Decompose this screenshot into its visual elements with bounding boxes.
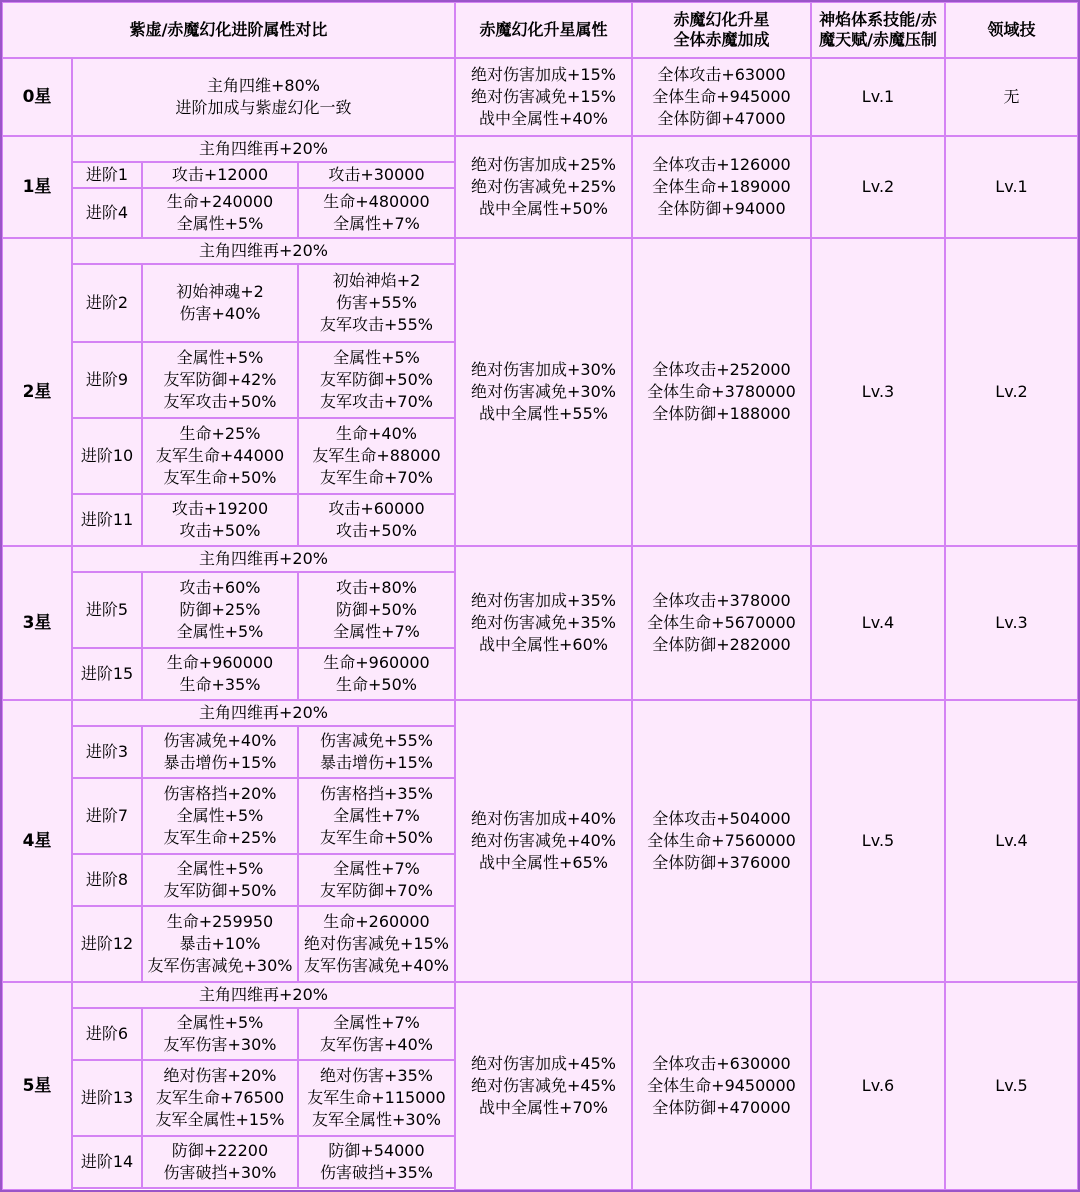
header-skill bbox=[810, 1, 946, 59]
cell-line: 伤害破挡+30% bbox=[163, 1163, 277, 1182]
cell-line: 全体生命+945000 bbox=[652, 87, 791, 106]
cell-line: 暴击增伤+15% bbox=[320, 753, 433, 772]
cell-line: Lv.5 bbox=[995, 1076, 1028, 1095]
cell-line: 进阶11 bbox=[80, 510, 134, 529]
cell-line: 全属性+5% bbox=[176, 806, 264, 825]
skill-level bbox=[810, 237, 946, 547]
cell-line: 无 bbox=[1003, 87, 1020, 106]
advance-chimo-bonus bbox=[297, 263, 456, 343]
cell-line: 全体攻击+126000 bbox=[652, 155, 791, 174]
cell-line: 全体防御+94000 bbox=[657, 199, 786, 218]
cell-line: 生命+960000 bbox=[166, 653, 274, 672]
advance-name bbox=[71, 853, 143, 907]
team-bonus bbox=[631, 545, 812, 701]
advance-zixu-bonus bbox=[141, 905, 299, 983]
skill-level bbox=[810, 135, 946, 239]
cell-line: 伤害格挡+20% bbox=[163, 784, 277, 803]
advance-chimo-bonus bbox=[297, 161, 456, 189]
cell-line: 进阶15 bbox=[80, 664, 134, 683]
cell-line: 绝对伤害减免+30% bbox=[471, 382, 616, 401]
advance-name bbox=[71, 647, 143, 701]
advance-name bbox=[71, 1135, 143, 1189]
advance-name bbox=[71, 905, 143, 983]
cell-line: 绝对伤害减免+15% bbox=[304, 934, 449, 953]
advance-name bbox=[71, 777, 143, 855]
cell-line: 生命+35% bbox=[179, 675, 261, 694]
cell-line: 进阶7 bbox=[85, 806, 129, 825]
cell-line: 全属性+7% bbox=[333, 622, 420, 641]
cell-line: 友军伤害+40% bbox=[320, 1035, 433, 1054]
cell-line: Lv.4 bbox=[861, 613, 895, 632]
cell-line: 全属性+7% bbox=[333, 1013, 420, 1032]
cell-line: 生命+50% bbox=[336, 675, 417, 694]
cell-line: 全体生命+9450000 bbox=[647, 1076, 796, 1095]
skill-level bbox=[810, 545, 946, 701]
cell-line: 战中全属性+40% bbox=[479, 109, 608, 128]
advance-zixu-bonus bbox=[141, 187, 299, 239]
cell-line: 友军生命+88000 bbox=[312, 446, 441, 465]
cell-line: 生命+240000 bbox=[166, 192, 274, 211]
cell-line: 全体防御+47000 bbox=[657, 109, 786, 128]
cell-line: 进阶3 bbox=[85, 742, 129, 761]
star-label bbox=[1, 237, 73, 547]
cell-line: 初始神焰+2 bbox=[332, 271, 421, 290]
cell-line: 进阶6 bbox=[85, 1024, 129, 1043]
cell-line: 友军攻击+55% bbox=[320, 315, 433, 334]
advance-chimo-bonus bbox=[297, 1059, 456, 1137]
advance-name bbox=[71, 493, 143, 547]
cell-line: 魔天赋/赤魔压制 bbox=[819, 30, 937, 49]
cell-line: 友军生命+70% bbox=[320, 468, 433, 487]
cell-line: 全属性+5% bbox=[333, 348, 420, 367]
cell-line: 全体防御+376000 bbox=[652, 853, 791, 872]
star-attribute bbox=[454, 135, 633, 239]
cell-line: 全体防御+282000 bbox=[652, 635, 791, 654]
advance-name bbox=[71, 1007, 143, 1061]
advance-chimo-bonus bbox=[297, 571, 456, 649]
cell-line: 友军生命+44000 bbox=[155, 446, 285, 465]
cell-line: Lv.1 bbox=[995, 177, 1028, 196]
team-bonus bbox=[631, 699, 812, 983]
cell-line: 主角四维再+20% bbox=[199, 139, 328, 158]
cell-line: 绝对伤害加成+25% bbox=[471, 155, 616, 174]
cell-line: 绝对伤害加成+40% bbox=[471, 809, 616, 828]
cell-line: 绝对伤害+35% bbox=[320, 1066, 433, 1085]
advance-name bbox=[71, 161, 143, 189]
cell-line: 进阶1 bbox=[85, 165, 129, 184]
cell-line: 攻击+30000 bbox=[328, 165, 425, 184]
cell-line: 赤魔幻化升星属性 bbox=[479, 20, 608, 39]
cell-line: 生命+259950 bbox=[166, 912, 274, 931]
cell-line: 全体防御+188000 bbox=[652, 404, 791, 423]
cell-line: 绝对伤害加成+35% bbox=[471, 591, 616, 610]
star-attribute bbox=[454, 981, 633, 1191]
advance-chimo-bonus bbox=[297, 725, 456, 779]
advance-zixu-bonus bbox=[141, 263, 299, 343]
cell-line: 伤害+40% bbox=[179, 304, 261, 323]
cell-line: 全体攻击+378000 bbox=[652, 591, 791, 610]
cell-line: 全体攻击+63000 bbox=[657, 65, 786, 84]
cell-line: 伤害减免+55% bbox=[320, 731, 433, 750]
star-attribute bbox=[454, 237, 633, 547]
advance-name bbox=[71, 725, 143, 779]
cell-line: 全体赤魔加成 bbox=[673, 30, 770, 49]
cell-line: 战中全属性+50% bbox=[479, 199, 608, 218]
cell-line: 友军生命+50% bbox=[163, 468, 277, 487]
cell-line: 5星 bbox=[22, 1076, 52, 1096]
cell-line: 全体生命+3780000 bbox=[647, 382, 796, 401]
cell-line: 4星 bbox=[22, 831, 52, 851]
cell-line: 主角四维再+20% bbox=[199, 985, 328, 1004]
cell-line: 0星 bbox=[22, 87, 52, 107]
skill-level bbox=[810, 981, 946, 1191]
cell-line: 进阶加成与紫虚幻化一致 bbox=[175, 98, 352, 117]
cell-line: 友军生命+50% bbox=[320, 828, 433, 847]
advance-chimo-bonus bbox=[297, 777, 456, 855]
cell-line: 友军伤害减免+40% bbox=[304, 956, 449, 975]
advance-chimo-bonus bbox=[297, 1135, 456, 1189]
advance-name bbox=[71, 1059, 143, 1137]
advance-name bbox=[71, 187, 143, 239]
star-label bbox=[1, 545, 73, 701]
cell-line: 全体防御+470000 bbox=[652, 1098, 791, 1117]
advance-zixu-bonus bbox=[141, 341, 299, 419]
domain-skill bbox=[944, 699, 1079, 983]
cell-line: 绝对伤害加成+15% bbox=[471, 65, 616, 84]
cell-line: 主角四维+80% bbox=[207, 76, 320, 95]
cell-line: 防御+54000 bbox=[328, 1141, 425, 1160]
advance-zixu-bonus bbox=[141, 161, 299, 189]
cell-line: 全体攻击+504000 bbox=[652, 809, 791, 828]
domain-skill bbox=[944, 57, 1079, 137]
cell-line: Lv.2 bbox=[861, 177, 895, 196]
cell-line: 2星 bbox=[22, 382, 52, 402]
cell-line: 全属性+7% bbox=[333, 214, 420, 233]
cell-line: 友军防御+50% bbox=[320, 370, 433, 389]
cell-line: 全属性+7% bbox=[333, 806, 420, 825]
header-compare bbox=[1, 1, 456, 59]
cell-line: 友军生命+25% bbox=[163, 828, 277, 847]
cell-line: 战中全属性+55% bbox=[479, 404, 608, 423]
star-label bbox=[1, 135, 73, 239]
cell-line: 进阶2 bbox=[85, 293, 129, 312]
advance-zixu-bonus bbox=[141, 1135, 299, 1189]
team-bonus bbox=[631, 981, 812, 1191]
cell-line: 友军防御+42% bbox=[163, 370, 277, 389]
cell-line: 生命+25% bbox=[179, 424, 261, 443]
cell-line: Lv.6 bbox=[861, 1076, 895, 1095]
cell-line: 伤害+55% bbox=[336, 293, 417, 312]
cell-line: 防御+25% bbox=[179, 600, 261, 619]
star-label bbox=[1, 699, 73, 983]
cell-line: 进阶10 bbox=[80, 446, 134, 465]
cell-line: 全属性+5% bbox=[176, 214, 264, 233]
cell-line: 全体生命+7560000 bbox=[647, 831, 796, 850]
cell-line: 生命+260000 bbox=[323, 912, 430, 931]
cell-line: 生命+40% bbox=[336, 424, 417, 443]
cell-line: 攻击+50% bbox=[179, 521, 261, 540]
domain-skill bbox=[944, 135, 1079, 239]
cell-line: 进阶13 bbox=[80, 1088, 134, 1107]
base-bonus bbox=[71, 981, 456, 1009]
base-bonus bbox=[71, 57, 456, 137]
cell-line: Lv.4 bbox=[995, 831, 1028, 850]
cell-line: 攻击+50% bbox=[336, 521, 417, 540]
cell-line: 绝对伤害减免+35% bbox=[471, 613, 616, 632]
header-star-attr bbox=[454, 1, 633, 59]
advance-chimo-bonus bbox=[297, 905, 456, 983]
cell-line: 全属性+5% bbox=[176, 1013, 264, 1032]
header-domain bbox=[944, 1, 1079, 59]
advance-zixu-bonus bbox=[141, 493, 299, 547]
advance-zixu-bonus bbox=[141, 1059, 299, 1137]
advance-chimo-bonus bbox=[297, 647, 456, 701]
cell-line: 全体生命+5670000 bbox=[647, 613, 796, 632]
base-bonus bbox=[71, 135, 456, 163]
cell-line: 绝对伤害加成+30% bbox=[471, 360, 616, 379]
cell-line: 生命+960000 bbox=[323, 653, 430, 672]
cell-line: 领域技 bbox=[987, 20, 1036, 39]
cell-line: 全属性+5% bbox=[176, 859, 264, 878]
cell-line: 战中全属性+70% bbox=[479, 1098, 608, 1117]
advance-zixu-bonus bbox=[141, 417, 299, 495]
cell-line: 友军全属性+15% bbox=[155, 1110, 285, 1129]
star-attribute bbox=[454, 699, 633, 983]
cell-line: 攻击+60% bbox=[179, 578, 261, 597]
advance-name bbox=[71, 263, 143, 343]
cell-line: 防御+22200 bbox=[171, 1141, 269, 1160]
base-bonus bbox=[71, 699, 456, 727]
cell-line: Lv.2 bbox=[995, 382, 1028, 401]
cell-line: 友军攻击+70% bbox=[320, 392, 433, 411]
advance-chimo-bonus bbox=[297, 853, 456, 907]
skill-level bbox=[810, 57, 946, 137]
skill-level bbox=[810, 699, 946, 983]
cell-line: Lv.3 bbox=[995, 613, 1028, 632]
star-attribute bbox=[454, 545, 633, 701]
cell-line: 友军防御+50% bbox=[163, 881, 277, 900]
advance-name bbox=[71, 417, 143, 495]
advance-chimo-bonus bbox=[297, 417, 456, 495]
cell-line: 友军伤害+30% bbox=[163, 1035, 277, 1054]
star-label bbox=[1, 57, 73, 137]
cell-line: 全属性+5% bbox=[176, 622, 264, 641]
advance-zixu-bonus bbox=[141, 647, 299, 701]
cell-line: 主角四维再+20% bbox=[199, 549, 328, 568]
domain-skill bbox=[944, 981, 1079, 1191]
cell-line: 进阶12 bbox=[80, 934, 134, 953]
cell-line: 友军生命+76500 bbox=[155, 1088, 285, 1107]
cell-line: 赤魔幻化升星 bbox=[673, 10, 770, 29]
advance-chimo-bonus bbox=[297, 341, 456, 419]
domain-skill bbox=[944, 237, 1079, 547]
cell-line: Lv.1 bbox=[861, 87, 895, 106]
cell-line: 神焰体系技能/赤 bbox=[819, 10, 937, 29]
advance-chimo-bonus bbox=[297, 187, 456, 239]
cell-line: 绝对伤害减免+40% bbox=[471, 831, 616, 850]
cell-line: Lv.3 bbox=[861, 382, 895, 401]
domain-skill bbox=[944, 545, 1079, 701]
cell-line: 绝对伤害减免+25% bbox=[471, 177, 616, 196]
star-attribute bbox=[454, 57, 633, 137]
cell-line: 绝对伤害+20% bbox=[163, 1066, 277, 1085]
cell-line: 全体生命+189000 bbox=[652, 177, 791, 196]
cell-line: 进阶9 bbox=[85, 370, 129, 389]
cell-line: 暴击增伤+15% bbox=[163, 753, 277, 772]
advance-zixu-bonus bbox=[141, 725, 299, 779]
cell-line: 主角四维再+20% bbox=[199, 703, 328, 722]
base-bonus bbox=[71, 545, 456, 573]
cell-line: 进阶4 bbox=[85, 203, 129, 222]
cell-line: 生命+480000 bbox=[323, 192, 430, 211]
cell-line: Lv.5 bbox=[861, 831, 895, 850]
cell-line: 全属性+7% bbox=[333, 859, 420, 878]
cell-line: 绝对伤害加成+45% bbox=[471, 1054, 616, 1073]
cell-line: 攻击+60000 bbox=[328, 499, 425, 518]
cell-line: 战中全属性+60% bbox=[479, 635, 608, 654]
cell-line: 初始神魂+2 bbox=[176, 282, 264, 301]
cell-line: 战中全属性+65% bbox=[479, 853, 608, 872]
team-bonus bbox=[631, 237, 812, 547]
advance-name bbox=[71, 341, 143, 419]
cell-line: 防御+50% bbox=[336, 600, 417, 619]
team-bonus bbox=[631, 57, 812, 137]
cell-line: 伤害破挡+35% bbox=[320, 1163, 433, 1182]
cell-line: 进阶8 bbox=[85, 870, 129, 889]
cell-line: 进阶14 bbox=[80, 1152, 134, 1171]
cell-line: 友军生命+115000 bbox=[307, 1088, 446, 1107]
advance-zixu-bonus bbox=[141, 777, 299, 855]
header-team-bonus bbox=[631, 1, 812, 59]
cell-line: 绝对伤害减免+15% bbox=[471, 87, 616, 106]
base-bonus bbox=[71, 237, 456, 265]
advance-chimo-bonus bbox=[297, 493, 456, 547]
cell-line: 友军攻击+50% bbox=[163, 392, 277, 411]
cell-line: 友军防御+70% bbox=[320, 881, 433, 900]
cell-line: 紫虚/赤魔幻化进阶属性对比 bbox=[129, 20, 328, 39]
cell-line: 进阶5 bbox=[85, 600, 129, 619]
team-bonus bbox=[631, 135, 812, 239]
cell-line: 绝对伤害减免+45% bbox=[471, 1076, 616, 1095]
cell-line: 主角四维再+20% bbox=[199, 241, 328, 260]
cell-line: 暴击+10% bbox=[179, 934, 261, 953]
cell-line: 友军全属性+30% bbox=[312, 1110, 441, 1129]
advance-name bbox=[71, 571, 143, 649]
star-label bbox=[1, 981, 73, 1191]
advance-zixu-bonus bbox=[141, 571, 299, 649]
cell-line: 全体攻击+252000 bbox=[652, 360, 791, 379]
cell-line: 友军伤害减免+30% bbox=[147, 956, 293, 975]
advance-chimo-bonus bbox=[297, 1007, 456, 1061]
cell-line: 伤害格挡+35% bbox=[320, 784, 433, 803]
cell-line: 攻击+19200 bbox=[171, 499, 269, 518]
advance-zixu-bonus bbox=[141, 853, 299, 907]
cell-line: 3星 bbox=[22, 613, 52, 633]
cell-line: 攻击+12000 bbox=[171, 165, 269, 184]
cell-line: 攻击+80% bbox=[336, 578, 417, 597]
cell-line: 全体攻击+630000 bbox=[652, 1054, 791, 1073]
cell-line: 1星 bbox=[22, 177, 52, 197]
cell-line: 全属性+5% bbox=[176, 348, 264, 367]
cell-line: 伤害减免+40% bbox=[163, 731, 277, 750]
advance-zixu-bonus bbox=[141, 1007, 299, 1061]
